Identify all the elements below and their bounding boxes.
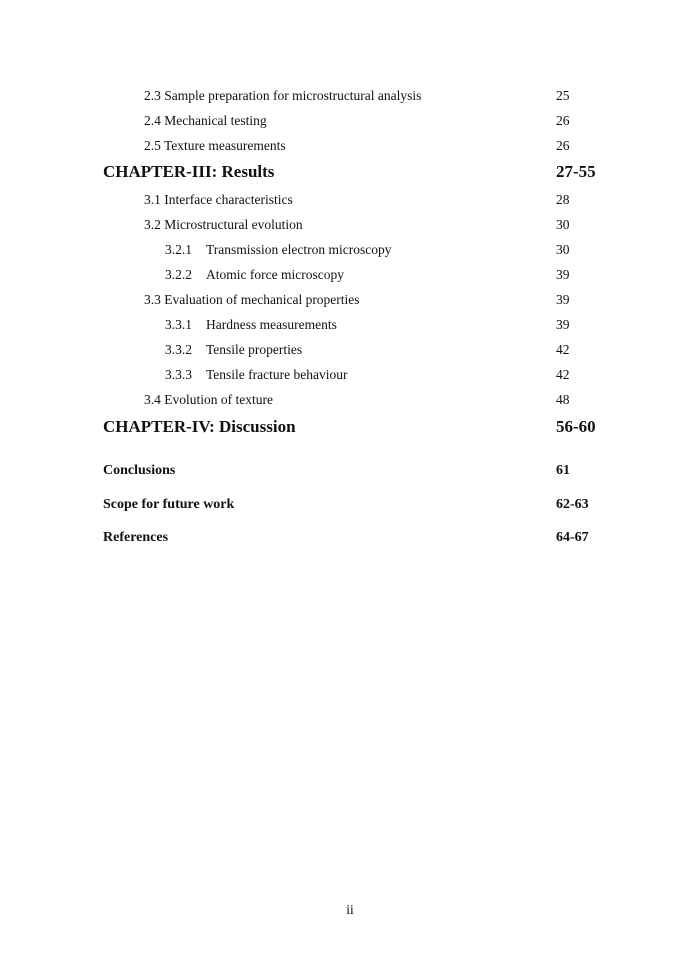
toc-number: 3.3.3 — [165, 367, 192, 382]
toc-title: Hardness measurements — [206, 317, 337, 332]
toc-page: 30 — [556, 217, 570, 232]
toc-title: Transmission electron microscopy — [206, 242, 392, 257]
toc-title: Tensile fracture behaviour — [206, 367, 348, 382]
toc-title: Atomic force microscopy — [206, 267, 344, 282]
toc-title: 2.3 Sample preparation for microstructural analysis — [144, 88, 422, 103]
toc-number: 3.3.1 — [165, 317, 192, 332]
back-matter-title: References — [103, 530, 169, 545]
back-matter-pages: 64-67 — [556, 530, 589, 545]
toc-page: 25 — [556, 88, 570, 103]
page-number: ii — [346, 902, 354, 917]
back-matter-title: Scope for future work — [103, 497, 235, 512]
toc-page: 39 — [556, 317, 570, 332]
toc-title: 3.3 Evaluation of mechanical properties — [144, 292, 360, 307]
toc-page: 39 — [556, 267, 570, 282]
toc-title: 3.1 Interface characteristics — [144, 192, 293, 207]
toc-page: 39 — [556, 292, 570, 307]
back-matter-pages: 62-63 — [556, 497, 589, 512]
chapter-title: CHAPTER-IV: Discussion — [103, 417, 296, 436]
toc-title: 2.5 Texture measurements — [144, 138, 286, 153]
toc-page: 42 — [556, 342, 570, 357]
back-matter-title: Conclusions — [103, 463, 176, 478]
toc-page: 26 — [556, 138, 570, 153]
toc-page: 48 — [556, 392, 570, 407]
toc-title: Tensile properties — [206, 342, 303, 357]
chapter-title: CHAPTER-III: Results — [103, 162, 275, 181]
toc-page: 26 — [556, 113, 570, 128]
toc-page: 28 — [556, 192, 570, 207]
back-matter-pages: 61 — [556, 463, 570, 478]
toc-title: 3.2 Microstructural evolution — [144, 217, 303, 232]
toc-title: 2.4 Mechanical testing — [144, 113, 267, 128]
toc-number: 3.2.2 — [165, 267, 192, 282]
toc-number: 3.3.2 — [165, 342, 192, 357]
chapter-pages: 27-55 — [556, 162, 596, 181]
toc-page: 42 — [556, 367, 570, 382]
toc-number: 3.2.1 — [165, 242, 192, 257]
toc-page: 30 — [556, 242, 570, 257]
chapter-pages: 56-60 — [556, 417, 596, 436]
toc-title: 3.4 Evolution of texture — [144, 392, 273, 407]
